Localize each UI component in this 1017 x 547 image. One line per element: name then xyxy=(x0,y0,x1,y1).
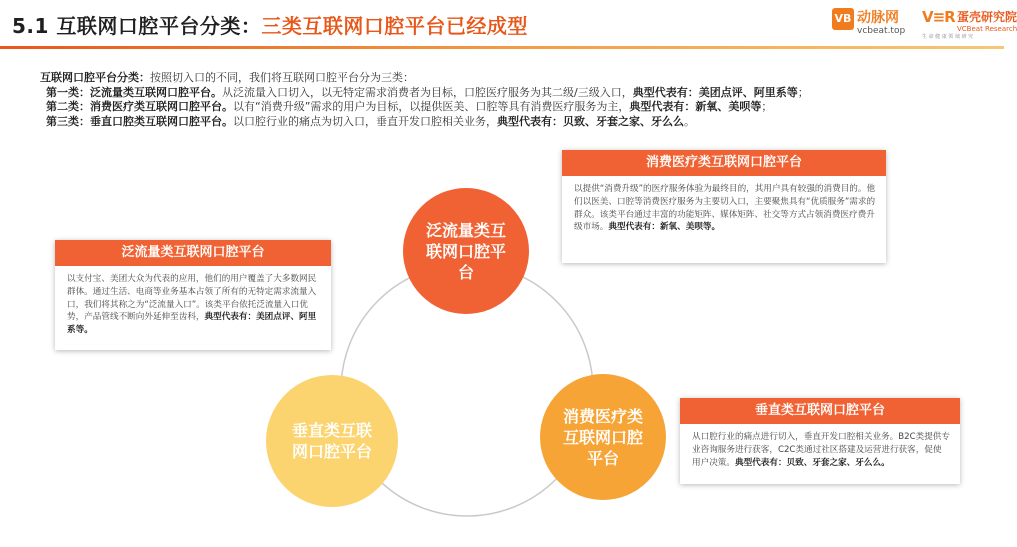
ver-logo-tagline: 生 命 健 康 领 域 研 究 xyxy=(922,34,974,40)
card-text: 以支付宝、美团大众为代表的应用，他们的用户覆盖了大多数网民群体。通过生活、电商等业务基本占领了所有的无特定需求流量入口，我们将其称之为“泛流量入口”。该类平台依托泛流量入口优势，产品管线不断向外延伸至齿科， xyxy=(67,274,317,323)
card-representatives: 典型代表有：贝致、牙套之家、牙么么。 xyxy=(734,457,890,468)
intro-lead-text: 按照切入口的不同，我们将互联网口腔平台分为三类： xyxy=(150,71,414,84)
row-bold: 垂直口腔类互联网口腔平台。 xyxy=(90,114,233,128)
card-body xyxy=(562,176,886,240)
row-text: 从泛流量入口切入，以无特定需求消费者为目标，口腔医疗服务为其二级/三级入口， xyxy=(222,85,633,99)
card-pan-traffic xyxy=(55,240,331,350)
row-text: 以有“消费升级”需求的用户为目标，以提供医美、口腔等具有消费医疗服务为主， xyxy=(233,100,630,113)
card-title: 泛流量类互联网口腔平台 xyxy=(55,240,331,266)
ver-logo-name: 蛋壳研究院 xyxy=(957,10,1017,24)
card-title: 垂直类互联网口腔平台 xyxy=(680,398,960,424)
row-label: 第三类： xyxy=(46,114,90,128)
card-body xyxy=(55,266,331,343)
circle-label: 垂直类互联网口腔平台 xyxy=(292,421,373,461)
intro-lead-label: 互联网口腔平台分类： xyxy=(40,71,150,84)
vcbeat-logo-name: 动脉网 xyxy=(857,10,899,26)
row-text: 以口腔行业的痛点为切入口，垂直开发口腔相关业务， xyxy=(233,114,497,128)
card-text: 以提供“消费升级”的医疗服务体验为最终目的，其用户具有较强的消费目的。他们以医美、口腔等消费医疗服务为主要切入口，主要聚焦具有“优质服务”需求的群众。该类平台通过丰富的功能矩阵、媒体矩阵、社交等方式占领消费医疗费升级市场。 xyxy=(574,184,876,233)
circle-pan-traffic xyxy=(403,188,529,314)
circle-label: 泛流量类互联网口腔平台 xyxy=(426,220,507,282)
card-title: 消费医疗类互联网口腔平台 xyxy=(562,150,886,176)
ver-logo-sub: VCBeat Research xyxy=(957,25,1017,33)
title-prefix: 5.1 互联网口腔平台分类： xyxy=(12,14,262,38)
circle-label: 消费医疗类互联网口腔平台 xyxy=(563,406,644,468)
row-representatives: 典型代表有：美团点评、阿里系等 xyxy=(632,85,798,99)
row-label: 第二类： xyxy=(46,100,90,113)
vcbeat-logo-mark: VB xyxy=(832,8,854,30)
row-bold: 泛流量类互联网口腔平台。 xyxy=(90,85,222,99)
row-end: ； xyxy=(797,85,809,99)
row-end: 。 xyxy=(684,114,695,128)
title-highlight: 三类互联网口腔平台已经成型 xyxy=(261,14,528,38)
row-end: ； xyxy=(761,100,773,113)
card-text: 从口腔行业的痛点进行切入，垂直开发口腔相关业务。B2C类提供专业咨询服务进行获客，C2C类通过社区搭建及运营进行获客，促使用户决策。 xyxy=(692,432,950,468)
card-representatives: 典型代表有：新氧、美呗等。 xyxy=(608,222,721,233)
row-representatives: 典型代表有：贝致、牙套之家、牙么么 xyxy=(497,114,684,128)
card-consumer-medical xyxy=(562,150,886,263)
circle-vertical xyxy=(266,375,398,507)
row-representatives: 典型代表有：新氧、美呗等 xyxy=(629,100,762,113)
vcbeat-logo-url: vcbeat.top xyxy=(857,26,906,36)
circle-consumer-medical xyxy=(540,374,666,500)
card-representatives: 典型代表有：美团点评、阿里系等。 xyxy=(67,312,317,336)
ver-logo-mark: V≡R xyxy=(922,8,955,26)
row-bold: 消费医疗类互联网口腔平台。 xyxy=(90,100,233,113)
card-vertical xyxy=(680,398,960,484)
row-label: 第一类： xyxy=(46,85,90,99)
card-body xyxy=(680,424,960,475)
